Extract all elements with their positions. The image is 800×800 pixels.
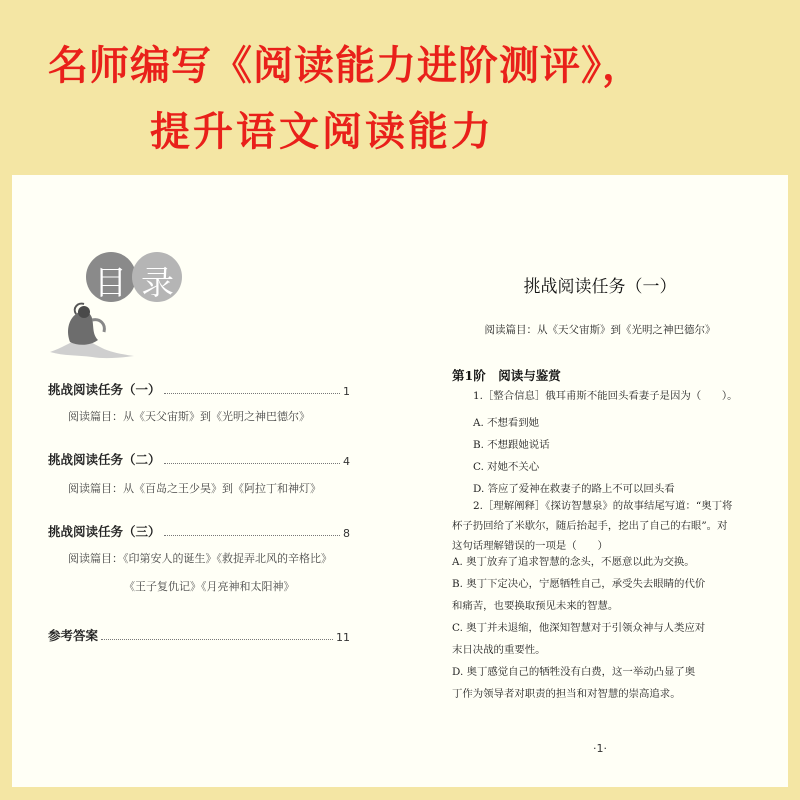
toc-heading-char-2: 录	[141, 263, 174, 302]
question-2-option-b: B. 奥丁下定决心，宁愿牺牲自己，承受失去眼睛的代价 和痛苦，也要换取预见未来的智慧。	[452, 578, 706, 612]
frame-left	[0, 175, 12, 800]
question-1-option-a: A. 不想看到她	[473, 417, 540, 429]
toc-entry-title: 挑战阅读任务（二）	[48, 452, 161, 467]
toc-leader-dots	[164, 535, 340, 536]
toc-entry-page: 11	[336, 631, 350, 644]
toc-entry-4[interactable]	[48, 628, 350, 644]
toc-heading-badge	[86, 252, 188, 302]
stage-heading: 第1阶 阅读与鉴赏	[452, 368, 561, 383]
question-1-option-b: B. 不想跟她说话	[473, 439, 550, 451]
toc-entry-title: 挑战阅读任务（三）	[48, 524, 161, 539]
toc-entry-page: 8	[343, 527, 350, 540]
toc-leader-dots	[164, 463, 340, 464]
banner-headline: 名师编写《阅读能力进阶测评》，	[48, 43, 643, 89]
chapter-title: 挑战阅读任务（一）	[523, 277, 677, 297]
question-2-option-a: A. 奥丁放弃了追求智慧的念头，不愿意以此为交换。	[452, 556, 695, 568]
question-1-stem: 1.［整合信息］俄耳甫斯不能回头看妻子是因为（ ）。	[473, 390, 738, 402]
toc-heading-char-1: 目	[94, 263, 127, 302]
frame-right	[788, 175, 800, 800]
question-1-option-c: C. 对她不关心	[473, 461, 540, 473]
toc-entry-page: 4	[343, 455, 350, 468]
toc-entry-title: 参考答案	[48, 628, 99, 643]
page-number: ·1·	[593, 742, 607, 755]
toc-leader-dots	[164, 393, 340, 394]
toc-leader-dots	[101, 639, 333, 640]
promo-banner	[0, 0, 800, 175]
banner-subheadline: 提升语文阅读能力	[150, 109, 494, 155]
toc-entry-subtitle: 《王子复仇记》《月亮神和太阳神》	[124, 580, 295, 593]
toc-entry-subtitle: 阅读篇目：从《百岛之王少昊》到《阿拉丁和神灯》	[68, 482, 321, 495]
toc-entry-1[interactable]	[48, 382, 350, 398]
ink-figure-illustration	[48, 300, 138, 365]
question-2-stem: 2.［理解阐释］《探访智慧泉》的故事结尾写道：“奥丁将 杯子扔回给了米歇尔，随后抬起手，挖出了自己的右眼”。对 这句话理解错误的一项是（ ）	[452, 500, 733, 552]
toc-entry-subtitle: 阅读篇目：从《天父宙斯》到《光明之神巴德尔》	[68, 410, 310, 423]
toc-entry-2[interactable]	[48, 452, 350, 468]
question-2-option-d: D. 奥丁感觉自己的牺牲没有白费，这一举动凸显了奥 丁作为领导者对职责的担当和对智慧的崇高追求。	[452, 666, 696, 700]
toc-entry-3[interactable]	[48, 524, 350, 540]
question-2-option-c: C. 奥丁并未退缩，他深知智慧对于引领众神与人类应对 末日决战的重要性。	[452, 622, 706, 656]
toc-entry-subtitle: 阅读篇目：《印第安人的诞生》《救捉弄北风的辛格比》	[68, 552, 332, 565]
toc-entry-page: 1	[343, 385, 350, 398]
frame-bottom	[0, 787, 800, 800]
reading-list: 阅读篇目：从《天父宙斯》到《光明之神巴德尔》	[484, 324, 716, 336]
question-1-option-d: D. 答应了爱神在救妻子的路上不可以回头看	[473, 483, 675, 495]
toc-entry-title: 挑战阅读任务（一）	[48, 382, 161, 397]
